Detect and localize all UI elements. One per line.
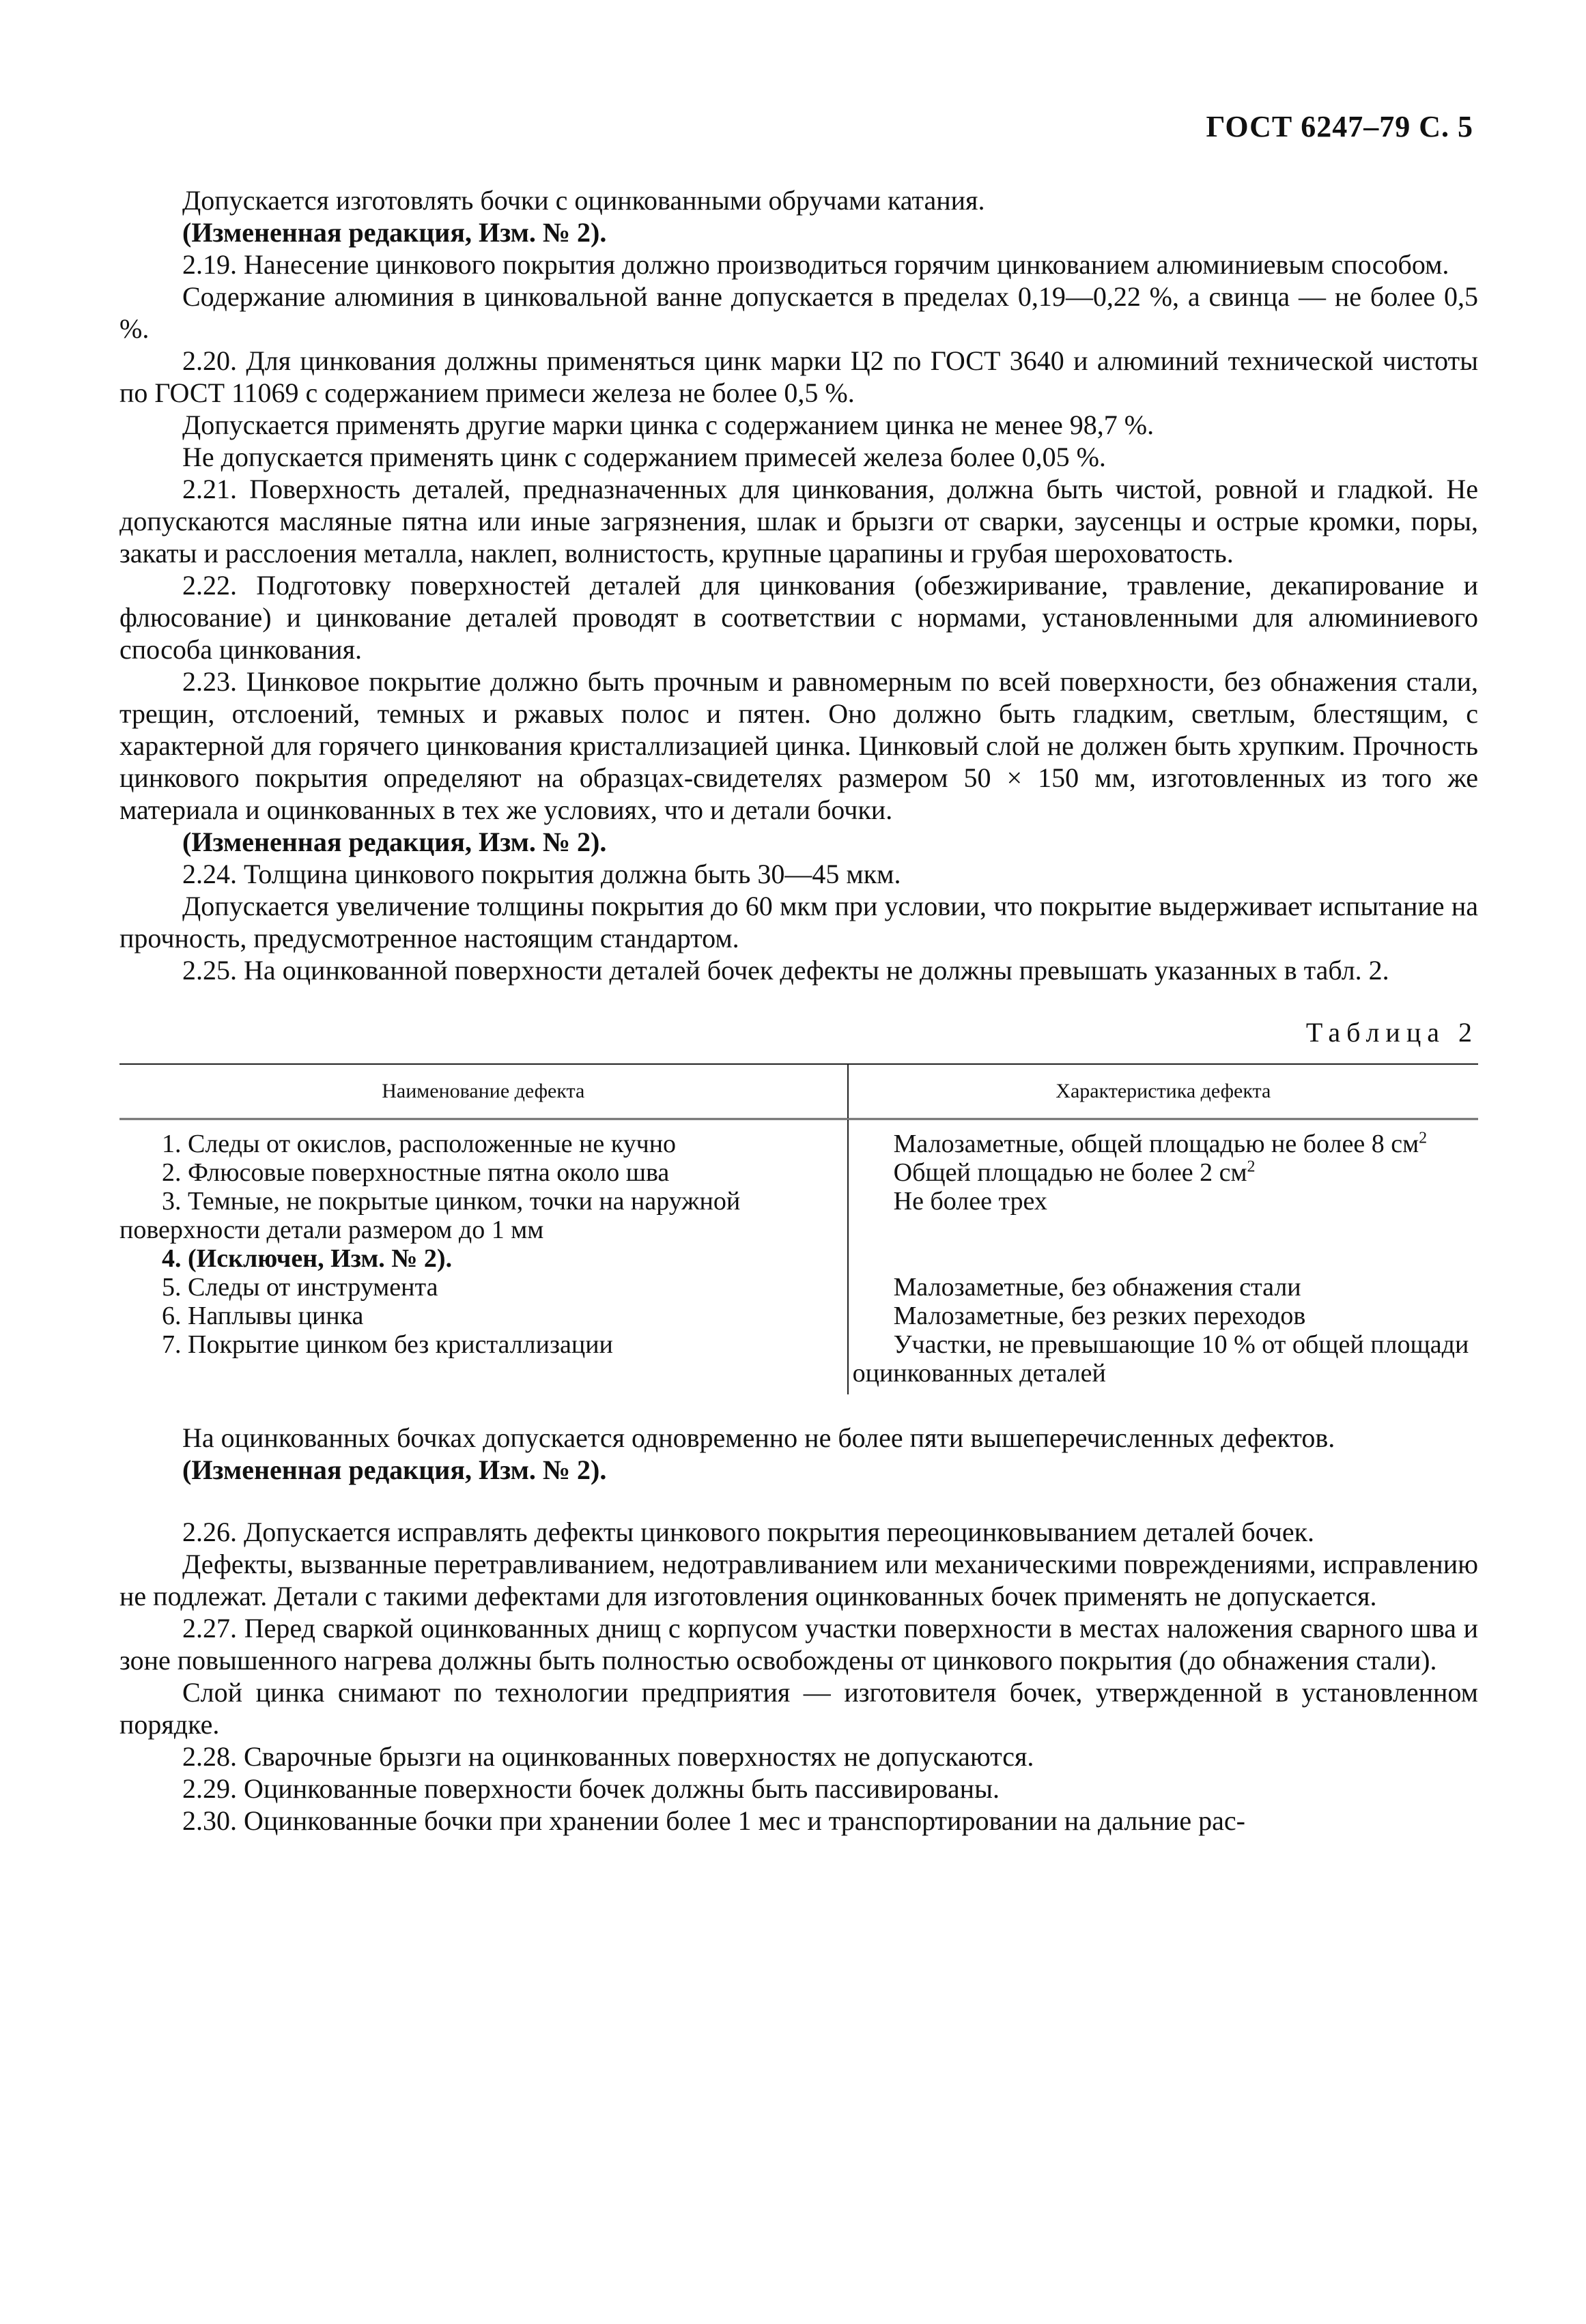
paragraph: 2.23. Цинковое покрытие должно быть прочным и равномерным по всей поверхности, без обнажения стали, трещин, отслоений, темных и ржавых полос и пятен. Оно должно быть гладким, светлым, блестящим, с характерной для горячего цинкования кристаллизацией цинка. Цинковый слой не должен быть хрупким. Прочность цинкового покрытия определяют на образцах-свидетелях размером 50 × 150 мм, изготовленных из того же материала и оцинкованных в тех же условиях, что и детали бочки. xyxy=(119,666,1478,825)
superscript: 2 xyxy=(1247,1158,1256,1176)
paragraphs-top xyxy=(119,184,1478,986)
paragraph: Дефекты, вызванные перетравливанием, недотравливанием или механическими повреждениями, исправлению не подлежат. Детали с такими дефектами для изготовления оцинкованных бочек применять не допускается. xyxy=(119,1549,1478,1611)
defect-name: 5. Следы от инструмента xyxy=(162,1273,438,1302)
defect-name: 7. Покрытие цинком без кристаллизации xyxy=(162,1330,613,1359)
defects-table xyxy=(119,1063,1478,1394)
paragraph: 2.21. Поверхность деталей, предназначенных для цинкования, должна быть чистой, ровной и гладкой. Не допускаются масляные пятна или иные загрязнения, шлак и брызги от сварки, заусенцы и острые кромки, поры, закаты и расслоения металла, наклеп, волнистость, крупные царапины и грубая шероховатость. xyxy=(119,474,1478,569)
paragraph: 2.24. Толщина цинкового покрытия должна быть 30—45 мкм. xyxy=(182,859,901,889)
paragraph: 2.22. Подготовку поверхностей деталей для цинкования (обезжиривание, травление, декапирование и флюсование) и цинкование деталей проводят в соответствии с нормами, установленными для алюминиевого способа цинкования. xyxy=(119,570,1478,665)
paragraph: 2.20. Для цинкования должны применяться цинк марки Ц2 по ГОСТ 3640 и алюминий технической чистоты по ГОСТ 11069 с содержанием примеси железа не более 0,5 %. xyxy=(119,345,1478,408)
paragraph: 2.28. Сварочные брызги на оцинкованных поверхностях не допускаются. xyxy=(182,1741,1034,1772)
table-row xyxy=(119,1158,1478,1187)
paragraph: На оцинкованных бочках допускается одновременно не более пяти вышеперечисленных дефектов. xyxy=(182,1422,1335,1453)
table-header-row xyxy=(119,1064,1478,1119)
amendment-note: (Измененная редакция, Изм. № 2). xyxy=(182,1454,607,1485)
defect-name: 6. Наплывы цинка xyxy=(162,1302,364,1330)
page-header: ГОСТ 6247–79 С. 5 xyxy=(1206,110,1473,143)
paragraph: Допускается применять другие марки цинка с содержанием цинка не менее 98,7 %. xyxy=(182,410,1155,440)
table-row xyxy=(119,1187,1478,1244)
defect-characteristic: Малозаметные, без обнажения стали xyxy=(893,1273,1301,1302)
superscript: 2 xyxy=(1419,1129,1428,1147)
defect-characteristic: Малозаметные, без резких переходов xyxy=(893,1302,1306,1330)
table-row xyxy=(119,1330,1478,1394)
table-row xyxy=(119,1244,1478,1273)
defect-characteristic: Малозаметные, общей площадью не более 8 см xyxy=(893,1130,1419,1158)
defect-characteristic: Участки, не превышающие 10 % от общей площади оцинкованных деталей xyxy=(852,1330,1469,1388)
table-row xyxy=(119,1273,1478,1302)
table-row xyxy=(119,1302,1478,1330)
paragraph: 2.19. Нанесение цинкового покрытия должно производиться горячим цинкованием алюминиевым способом. xyxy=(182,249,1449,280)
paragraphs-after-table xyxy=(119,1422,1478,1486)
paragraph: Слой цинка снимают по технологии предприятия — изготовителя бочек, утвержденной в установленном порядке. xyxy=(119,1677,1478,1740)
paragraphs-bottom xyxy=(119,1516,1478,1837)
paragraph: 2.25. На оцинкованной поверхности деталей бочек дефекты не должны превышать указанных в табл. 2. xyxy=(182,955,1389,986)
paragraph: Содержание алюминия в цинковальной ванне допускается в пределах 0,19—0,22 %, а свинца — не более 0,5 %. xyxy=(119,281,1478,344)
column-header-characteristic: Характеристика дефекта xyxy=(848,1064,1478,1119)
paragraph: 2.26. Допускается исправлять дефекты цинкового покрытия переоцинковыванием деталей бочек. xyxy=(182,1517,1315,1547)
paragraph: Не допускается применять цинк с содержанием примесей железа более 0,05 %. xyxy=(182,442,1106,472)
document-body xyxy=(119,184,1478,1837)
paragraph: 2.30. Оцинкованные бочки при хранении более 1 мес и транспортировании на дальние рас- xyxy=(182,1805,1245,1836)
paragraph: Допускается изготовлять бочки с оцинкованными обручами катания. xyxy=(182,185,985,216)
defect-name: 4. (Исключен, Изм. № 2). xyxy=(162,1244,453,1273)
amendment-note: (Измененная редакция, Изм. № 2). xyxy=(182,827,607,857)
defect-name: 2. Флюсовые поверхностные пятна около шва xyxy=(162,1158,670,1187)
table-row xyxy=(119,1119,1478,1159)
column-header-name: Наименование дефекта xyxy=(119,1064,848,1119)
paragraph: 2.29. Оцинкованные поверхности бочек должны быть пассивированы. xyxy=(182,1773,1000,1804)
defect-characteristic: Общей площадью не более 2 см xyxy=(893,1158,1247,1187)
defect-characteristic: Не более трех xyxy=(893,1187,1047,1216)
spacer xyxy=(119,1486,1478,1516)
defect-name: 3. Темные, не покрытые цинком, точки на наружной поверхности детали размером до 1 мм xyxy=(119,1187,741,1244)
amendment-note: (Измененная редакция, Изм. № 2). xyxy=(182,217,607,248)
paragraph: Допускается увеличение толщины покрытия до 60 мкм при условии, что покрытие выдерживает испытание на прочность, предусмотренное настоящим стандартом. xyxy=(119,891,1478,953)
table-label: Таблица 2 xyxy=(1305,1017,1478,1048)
defect-name: 1. Следы от окислов, расположенные не кучно xyxy=(162,1130,677,1158)
paragraph: 2.27. Перед сваркой оцинкованных днищ с корпусом участки поверхности в местах наложения сварного шва и зоне повышенного нагрева должны быть полностью освобождены от цинкового покрытия (до обнажения стали). xyxy=(119,1613,1478,1676)
